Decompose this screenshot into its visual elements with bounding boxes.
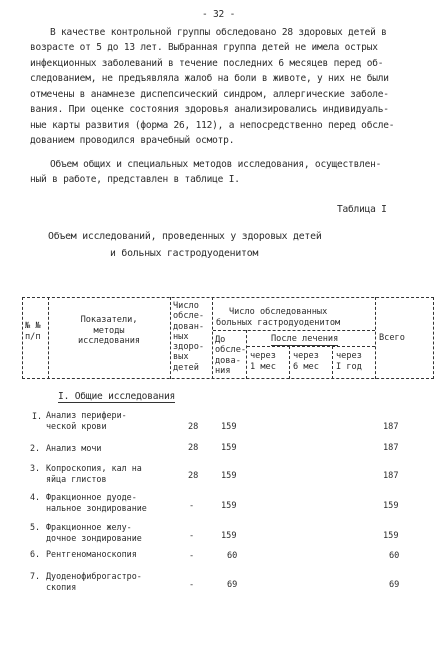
paragraph-line: инфекционных заболеваний в течение последних 6 месяцев перед об- [30,58,384,69]
cell-healthy: 28 [188,471,199,481]
row-label: Фракционное дуоде- нальное зондирование [46,492,147,513]
cell-before: 69 [227,580,238,590]
table-column-divider [375,297,376,379]
cell-healthy: - [189,580,195,590]
row-label: Анализ перифери- ческой крови [46,410,127,431]
paragraph-line: В качестве контрольной группы обследовано 28 здоровых детей в [50,27,387,38]
paragraph-line: ные карты развития (форма 26, 112), а непосредственно перед обсле- [30,120,395,131]
paragraph-line: вания. При оценке состояния здоровья анализировались индивидуаль- [30,104,389,115]
table-column-divider [48,297,49,379]
row-label: Рентгеноманоскопия [46,549,137,559]
cell-total: 187 [383,471,399,481]
cell-healthy: 28 [188,422,199,432]
table-column-divider [212,297,213,379]
table-column-divider [246,330,247,379]
cell-before: 60 [227,551,238,561]
table-rule [213,330,375,331]
table-column-divider [332,346,333,379]
cell-total: 159 [383,501,399,511]
row-label: Копроскопия, кал на яйца глистов [46,463,142,484]
table-caption: и больных гастродуоденитом [110,248,259,259]
row-number: 7. [30,571,41,581]
table-column-divider [289,346,290,379]
cell-before: 159 [221,471,237,481]
cell-total: 187 [383,422,399,432]
paragraph-line: возрасте от 5 до 13 лет. Выбранная группа детей не имела острых [30,42,378,53]
row-number: 6. [30,549,41,559]
header-after-6-months: через 6 мес [293,351,319,372]
cell-total: 159 [383,531,399,541]
row-number: 3. [30,463,41,473]
header-indicator: Показатели, методы исследования [78,315,141,347]
header-after-treatment: После лечения [271,334,339,344]
cell-before: 159 [221,501,237,511]
row-number: 5. [30,522,41,532]
cell-total: 69 [389,580,400,590]
paragraph-line: ный в работе, представлен в таблице I. [30,174,240,185]
row-label: Фракционное желу- дочное зондирование [46,522,142,543]
cell-before: 159 [221,443,237,453]
table-header-bottom-border [22,378,434,379]
table-label: Таблица I [337,204,387,215]
row-number: I. [32,411,43,421]
table-column-divider [22,297,23,379]
cell-before: 159 [221,422,237,432]
table-column-divider [433,297,434,379]
table-top-border [22,297,434,298]
paragraph-line: отмечены в анамнезе диспепсический синдром, аллергические заболе- [30,89,389,100]
cell-healthy: - [189,531,195,541]
header-number: № № п/п [25,321,41,342]
cell-total: 187 [383,443,399,453]
page-number: - 32 - [202,9,236,20]
row-label: Дуоденофиброгастро- скопия [46,571,142,592]
table-caption: Объем исследований, проведенных у здоровых детей [48,231,322,242]
header-after-1-month: через 1 мес [250,351,276,372]
header-total: Всего [379,333,405,343]
table-column-divider [170,297,171,379]
paragraph-line: дованием проводился врачебный осмотр. [30,135,235,146]
row-number: 4. [30,492,41,502]
cell-healthy: - [189,551,195,561]
cell-healthy: 28 [188,443,199,453]
row-number: 2. [30,443,41,453]
header-before-treatment: До обсле- дова- ния [215,335,247,376]
cell-healthy: - [189,501,195,511]
header-after-1-year: через I год [336,351,362,372]
table-rule [247,346,375,347]
header-healthy-count: Число обсле- дован- ных здоро- вых детей [173,301,205,373]
paragraph-line: Объем общих и специальных методов исследования, осуществлен- [50,159,382,170]
cell-total: 60 [389,551,400,561]
header-patients: Число обследованных больных гастродуоденитом [216,307,341,328]
cell-before: 159 [221,531,237,541]
section-title: I. Общие исследования [58,391,176,402]
paragraph-line: следованием, не предъявляла жалоб на боли в животе, у них не были [30,73,389,84]
row-label: Анализ мочи [46,443,102,453]
